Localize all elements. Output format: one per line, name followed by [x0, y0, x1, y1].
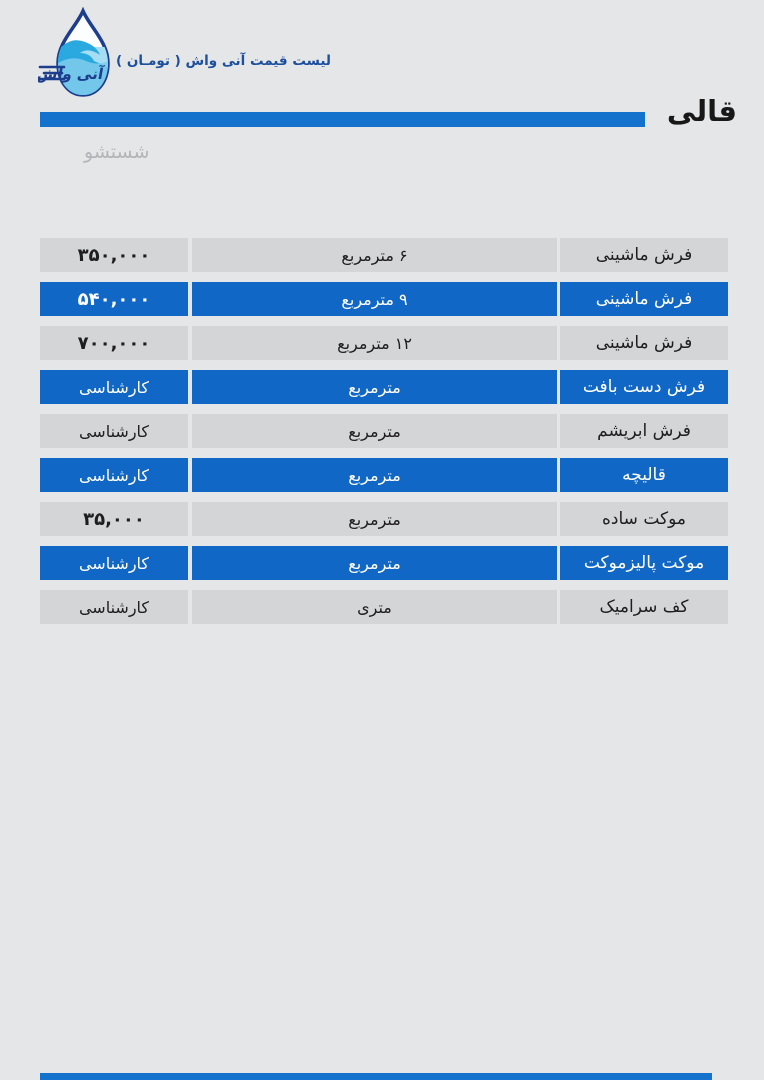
table-row	[40, 458, 728, 492]
unit-cell: مترمربع	[192, 414, 557, 448]
section-title: قالی	[666, 94, 737, 128]
table-row	[40, 590, 728, 624]
unit-cell: مترمربع	[192, 502, 557, 536]
table-row	[40, 370, 728, 404]
unit-cell: ۶ مترمربع	[192, 238, 557, 272]
price-cell: ۵۴۰,۰۰۰	[40, 282, 188, 316]
item-name-cell: قالیچه	[560, 458, 728, 492]
unit-cell: مترمربع	[192, 546, 557, 580]
section-subtitle: شستشو	[84, 141, 150, 163]
item-name-cell: کف سرامیک	[560, 590, 728, 624]
item-name-cell: فرش ابریشم	[560, 414, 728, 448]
price-cell: کارشناسی	[40, 414, 188, 448]
item-name-cell: موکت پالیزموکت	[560, 546, 728, 580]
price-cell: ۳۵۰,۰۰۰	[40, 238, 188, 272]
item-name-cell: موکت ساده	[560, 502, 728, 536]
item-name-cell: فرش ماشینی	[560, 238, 728, 272]
price-cell: کارشناسی	[40, 590, 188, 624]
price-cell: ۳۵,۰۰۰	[40, 502, 188, 536]
table-row	[40, 282, 728, 316]
price-table	[40, 238, 728, 634]
price-cell: ۷۰۰,۰۰۰	[40, 326, 188, 360]
price-cell: کارشناسی	[40, 546, 188, 580]
table-row	[40, 546, 728, 580]
price-cell: کارشناسی	[40, 370, 188, 404]
section-title-bar	[40, 112, 645, 127]
table-row	[40, 502, 728, 536]
footer-bar	[40, 1073, 712, 1080]
table-row	[40, 414, 728, 448]
table-row	[40, 238, 728, 272]
unit-cell: مترمربع	[192, 458, 557, 492]
item-name-cell: فرش دست بافت	[560, 370, 728, 404]
unit-cell: متری	[192, 590, 557, 624]
table-row	[40, 326, 728, 360]
price-cell: کارشناسی	[40, 458, 188, 492]
item-name-cell: فرش ماشینی	[560, 282, 728, 316]
item-name-cell: فرش ماشینی	[560, 326, 728, 360]
unit-cell: مترمربع	[192, 370, 557, 404]
unit-cell: ۱۲ مترمربع	[192, 326, 557, 360]
svg-text:آنی واش: آنی واش	[38, 65, 105, 83]
water-drop-icon	[38, 7, 114, 101]
unit-cell: ۹ مترمربع	[192, 282, 557, 316]
price-list-title: لیست قیمت آنی واش ( تومـان )	[116, 53, 331, 69]
ani-wash-logo	[38, 7, 114, 101]
